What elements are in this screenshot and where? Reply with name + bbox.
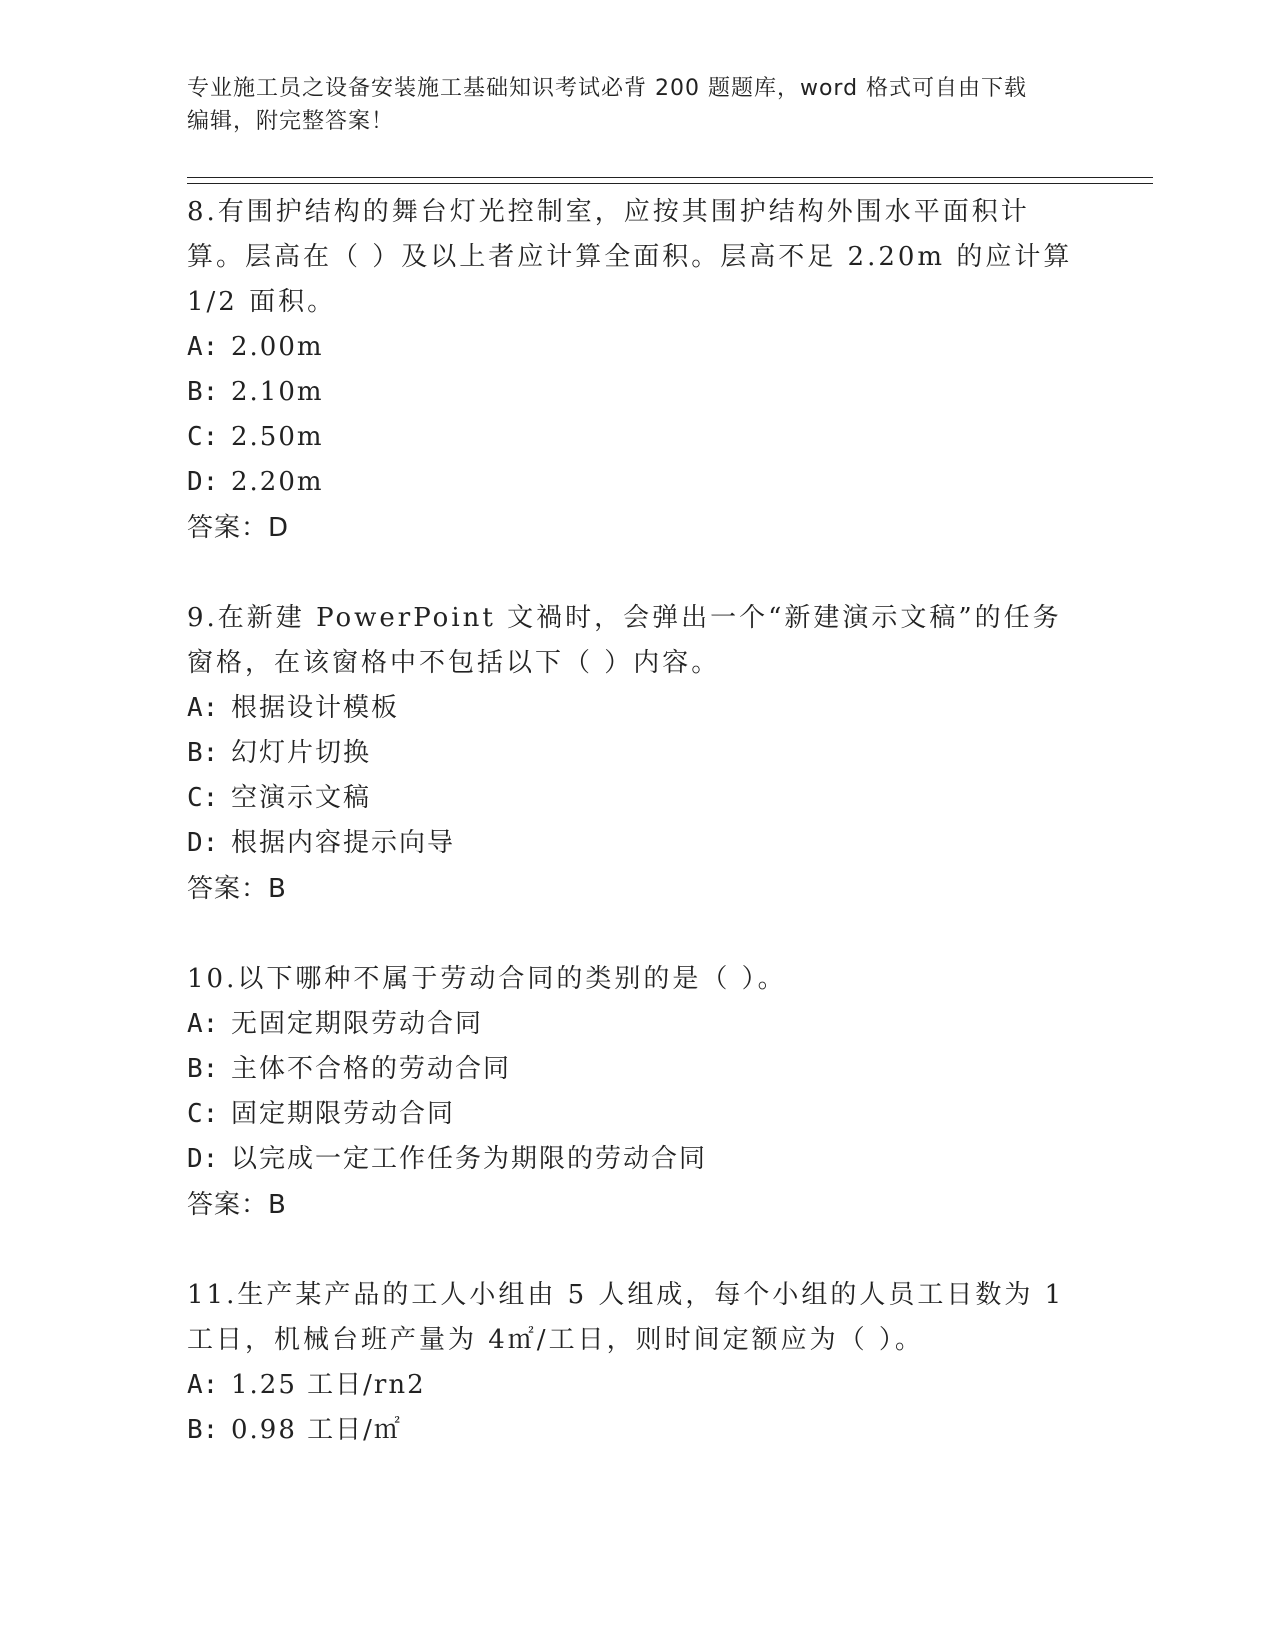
option-letter: B:: [187, 377, 219, 407]
option-d: [187, 460, 1087, 505]
option-c: [187, 415, 1087, 460]
header-divider-bottom: [187, 183, 1153, 184]
option-a: [187, 1363, 1087, 1408]
option-b: [187, 1408, 1087, 1453]
option-letter: B:: [187, 738, 219, 768]
option-letter: A:: [187, 1370, 219, 1400]
option-text: 2.10m: [231, 377, 324, 407]
option-text: 幻灯片切换: [231, 738, 372, 768]
option-b: [187, 731, 1087, 776]
option-letter: C:: [187, 783, 219, 813]
option-letter: B:: [187, 1054, 219, 1084]
option-d: [187, 1137, 1087, 1182]
option-letter: B:: [187, 1415, 219, 1445]
question-8: [187, 190, 1087, 551]
answer-line: 答案：D: [187, 513, 290, 543]
option-b: [187, 370, 1087, 415]
option-letter: A:: [187, 693, 219, 723]
option-text: 2.50m: [231, 422, 324, 452]
option-text: 空演示文稿: [231, 783, 372, 813]
question-9: [187, 596, 1087, 912]
option-text: 0.98 工日/㎡: [231, 1415, 402, 1445]
answer-line: 答案：B: [187, 1190, 287, 1220]
option-letter: D:: [187, 1144, 219, 1174]
option-text: 2.20m: [231, 467, 324, 497]
question-list: [187, 190, 1087, 1498]
option-letter: C:: [187, 1099, 219, 1129]
option-text: 固定期限劳动合同: [231, 1099, 456, 1129]
option-text: 根据设计模板: [231, 693, 400, 723]
option-b: [187, 1047, 1087, 1092]
option-text: 1.25 工日/rn2: [231, 1370, 426, 1400]
question-text: 9.在新建 PowerPoint 文禍时，会弹出一个“新建演示文稿”的任务窗格，在该窗格中不包括以下（ ）内容。: [187, 603, 1062, 678]
option-text: 根据内容提示向导: [231, 828, 456, 858]
option-text: 2.00m: [231, 332, 324, 362]
option-a: [187, 686, 1087, 731]
option-letter: D:: [187, 828, 219, 858]
question-text: 10.以下哪种不属于劳动合同的类别的是（ ）。: [187, 964, 787, 994]
question-text: 8.有围护结构的舞台灯光控制室，应按其围护结构外围水平面积计算。层高在（ ）及以上者应计算全面积。层高不足 2.20m 的应计算 1/2 面积。: [187, 197, 1073, 317]
document-header: [187, 72, 1067, 138]
question-10: [187, 957, 1087, 1228]
option-letter: D:: [187, 467, 219, 497]
option-c: [187, 1092, 1087, 1137]
option-text: 主体不合格的劳动合同: [231, 1054, 512, 1084]
option-c: [187, 776, 1087, 821]
option-a: [187, 325, 1087, 370]
option-text: 无固定期限劳动合同: [231, 1009, 484, 1039]
header-divider-top: [187, 177, 1153, 178]
option-text: 以完成一定工作任务为期限的劳动合同: [231, 1144, 708, 1174]
option-d: [187, 821, 1087, 866]
header-line-2: 编辑，附完整答案！: [187, 109, 395, 134]
question-text: 11.生产某产品的工人小组由 5 人组成，每个小组的人员工日数为 1 工日，机械台班产量为 4㎡/工日，则时间定额应为（ ）。: [187, 1280, 1065, 1355]
option-letter: A:: [187, 332, 219, 362]
header-line-1: 专业施工员之设备安装施工基础知识考试必背 200 题题库，word 格式可自由下载: [187, 76, 1028, 101]
answer-line: 答案：B: [187, 874, 287, 904]
option-letter: A:: [187, 1009, 219, 1039]
option-letter: C:: [187, 422, 219, 452]
question-11: [187, 1273, 1087, 1453]
option-a: [187, 1002, 1087, 1047]
